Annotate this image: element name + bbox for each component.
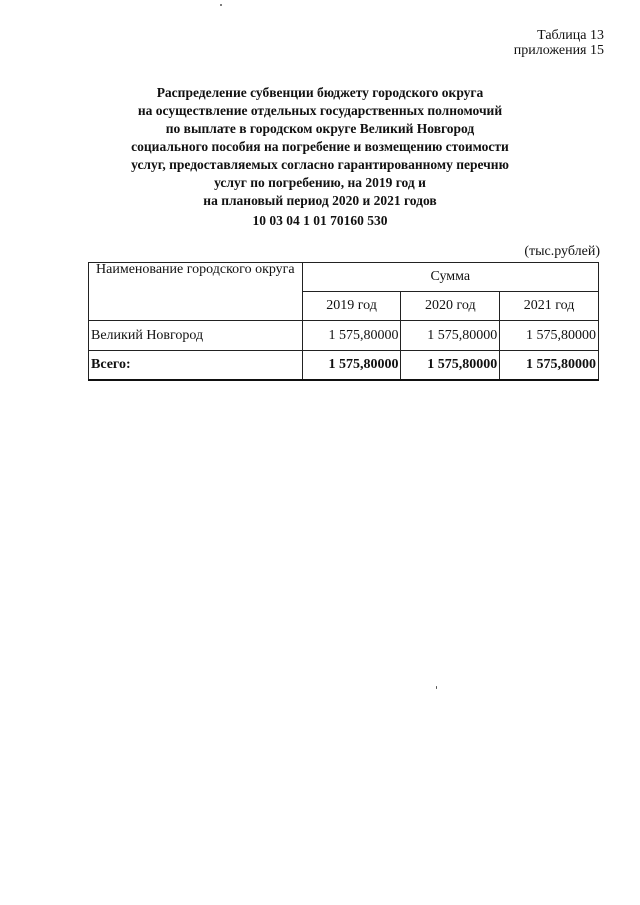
budget-table: [88, 262, 599, 381]
table-number-label: Таблица 13: [537, 28, 604, 43]
title-line: на плановый период 2020 и 2021 годов: [203, 193, 437, 208]
row-name: Великий Новгород: [89, 321, 303, 351]
table-row: [89, 321, 599, 351]
row-value-2020: 1 575,80000: [401, 321, 500, 351]
appendix-label: приложения 15: [513, 43, 604, 58]
table-reference: [514, 28, 604, 58]
total-label: Всего:: [89, 351, 303, 381]
title-line: услуг по погребению, на 2019 год и: [214, 175, 426, 190]
total-value-2021: 1 575,80000: [500, 351, 599, 381]
title-line: социального пособия на погребение и возмещению стоимости: [131, 139, 509, 154]
title-line: услуг, предоставляемых согласно гарантированному перечню: [131, 157, 509, 172]
total-row: [89, 351, 599, 381]
column-header-sum: Сумма: [302, 263, 598, 292]
title-line: Распределение субвенции бюджету городского округа: [156, 85, 484, 100]
row-value-2021: 1 575,80000: [500, 321, 599, 351]
budget-code: 10 03 04 1 01 70160 530: [252, 213, 388, 228]
title-line: по выплате в городском округе Великий Новгород: [165, 121, 475, 136]
title-line: на осуществление отдельных государственных полномочий: [137, 103, 503, 118]
total-value-2020: 1 575,80000: [401, 351, 500, 381]
column-header-year-2020: 2020 год: [401, 292, 500, 321]
column-header-name: Наименование городского округа: [89, 263, 303, 321]
table-header-row: [89, 263, 599, 292]
row-value-2019: 1 575,80000: [302, 321, 401, 351]
column-header-year-2019: 2019 год: [302, 292, 401, 321]
scan-speck: [436, 686, 437, 689]
scan-speck: [220, 4, 222, 6]
column-header-year-2021: 2021 год: [500, 292, 599, 321]
document-title: [80, 84, 560, 230]
units-label: (тыс.рублей): [524, 244, 600, 259]
total-value-2019: 1 575,80000: [302, 351, 401, 381]
